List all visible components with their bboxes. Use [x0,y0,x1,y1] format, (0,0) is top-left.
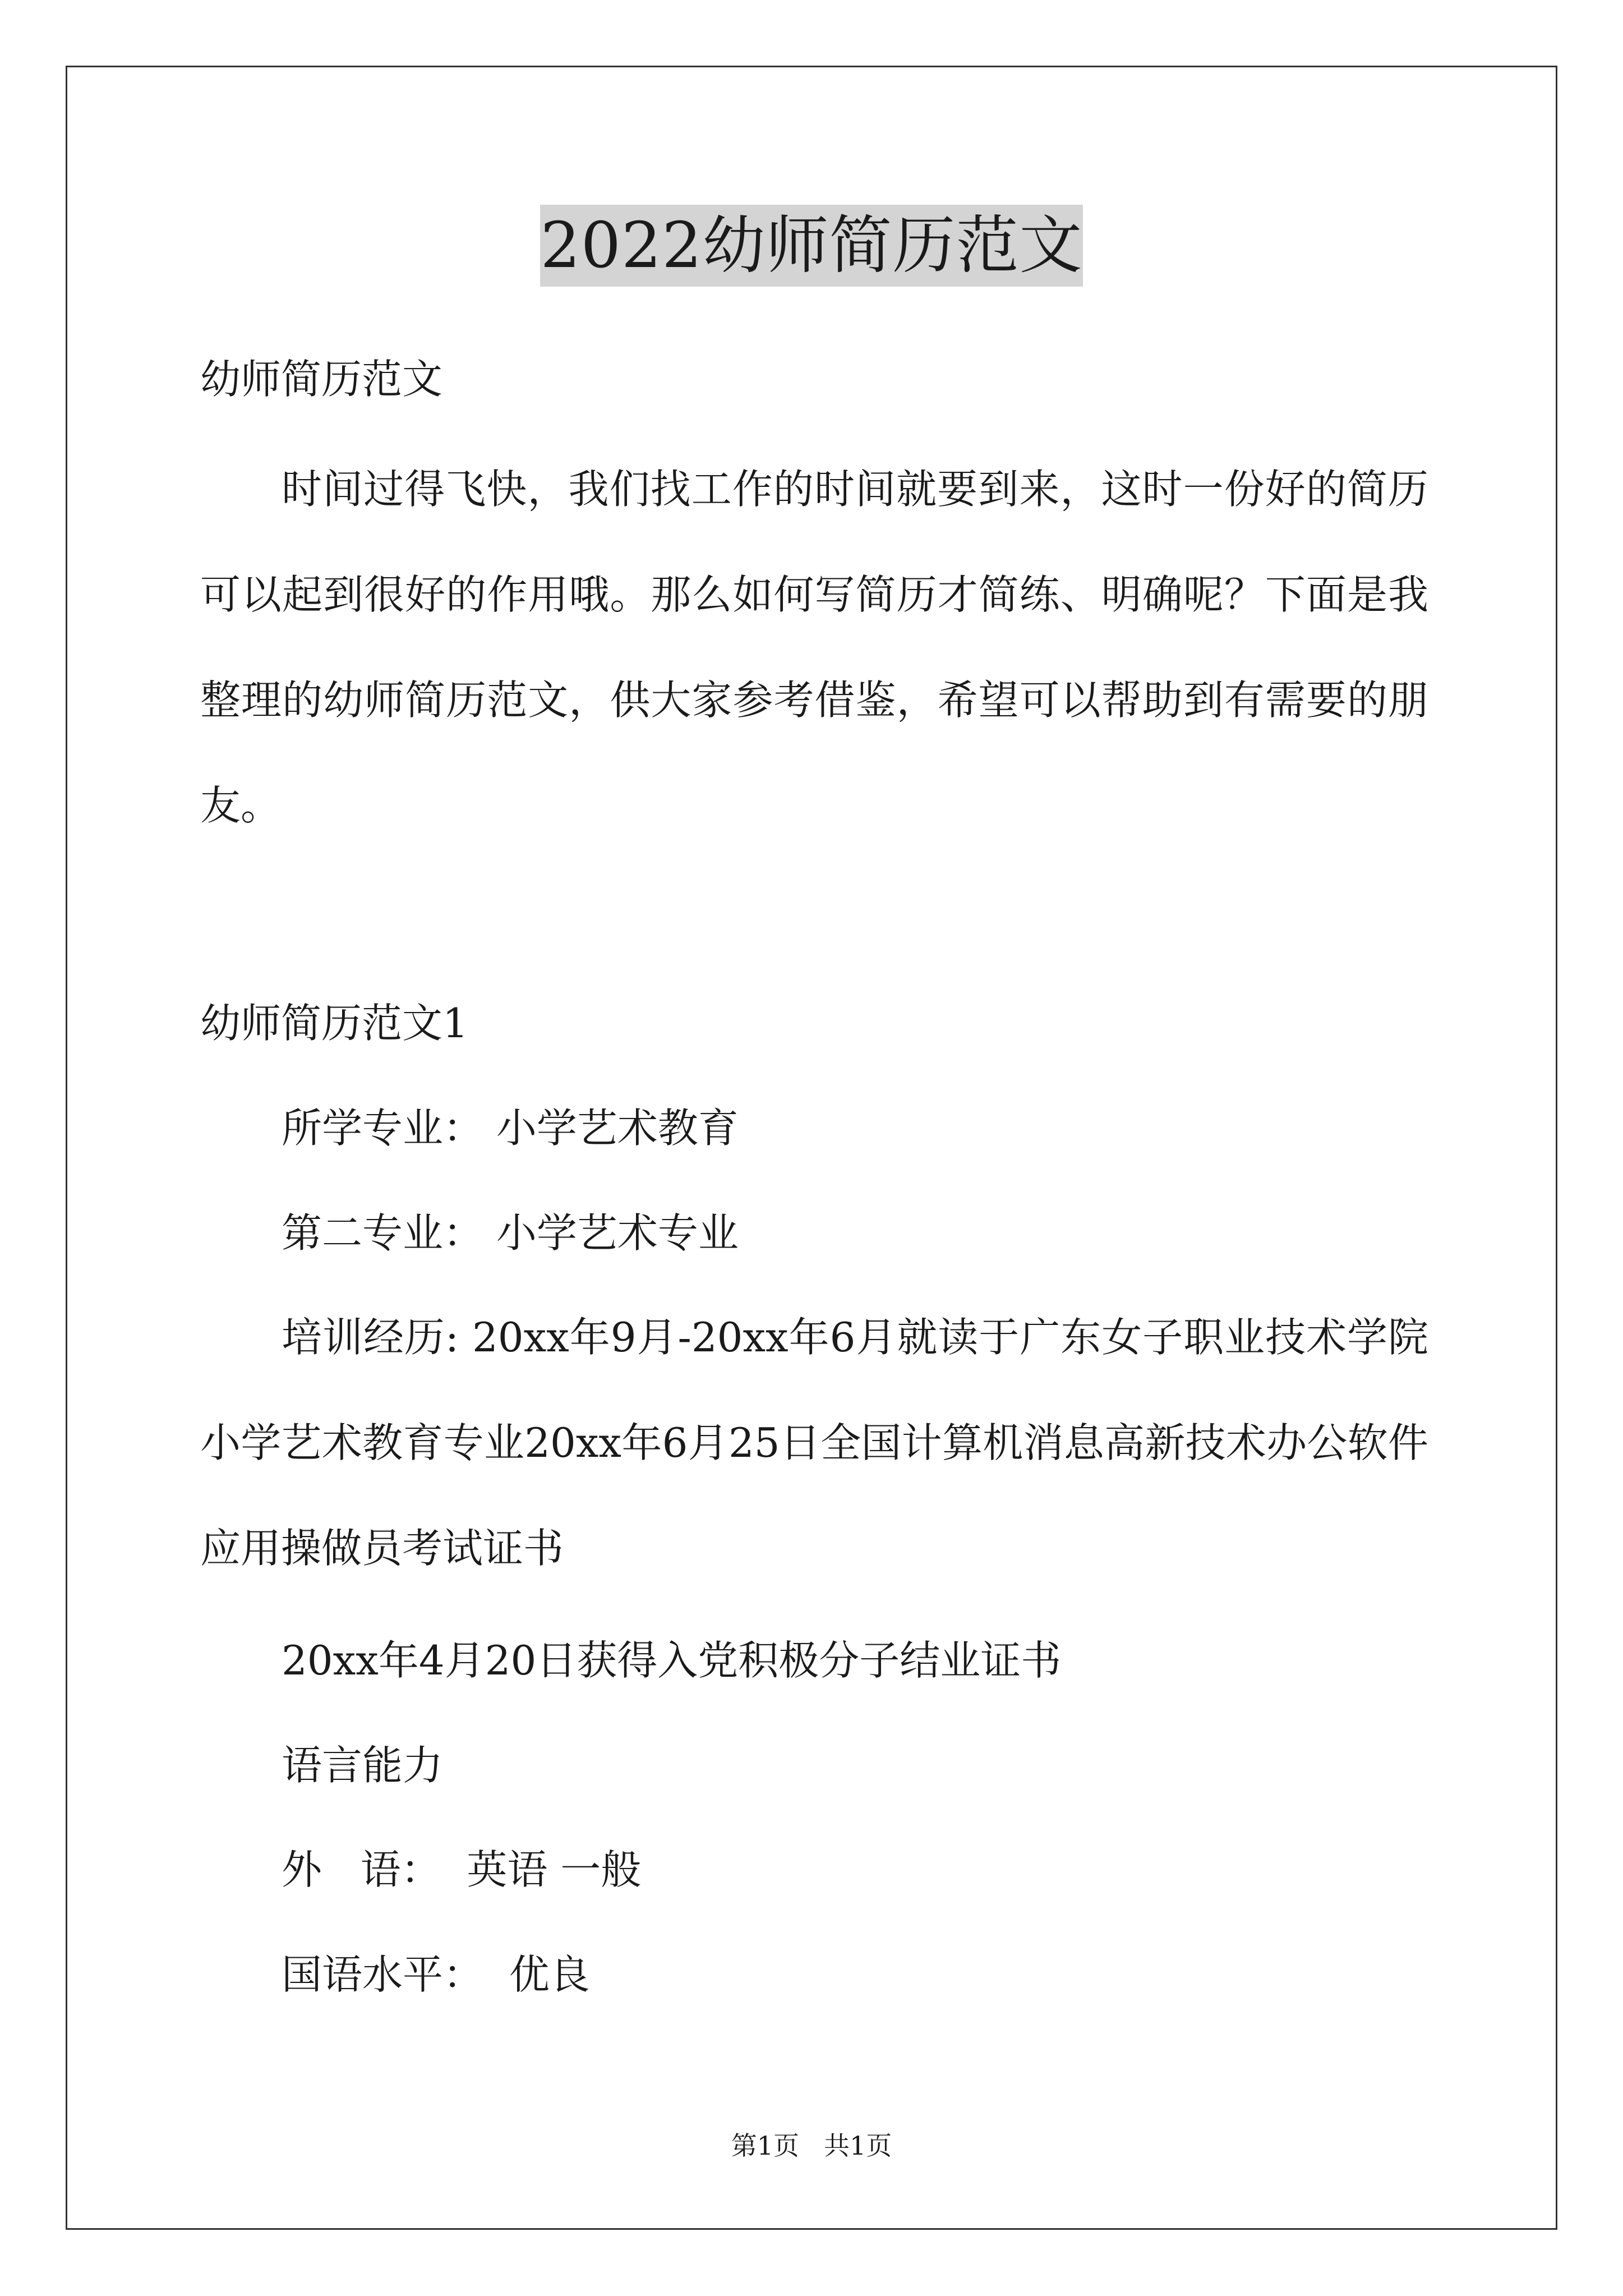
intro-paragraph: 时间过得飞快，我们找工作的时间就要到来，这时一份好的简历可以起到很好的作用哦。那么如何写简历才简练、明确呢？下面是我整理的幼师简历范文，供大家参考借鉴，希望可以帮助到有需要的朋友。 [200,466,1428,829]
mandarin-line: 国语水平： 优良 [282,1951,590,1998]
page-total: 共1页 [824,2131,892,2161]
second-major-line: 第二专业： 小学艺术专业 [282,1209,739,1257]
training-paragraph: 培训经历: 20xx年9月-20xx年6月就读于广东女子职业技术学院 小学艺术教育专业20xx年6月25日全国计算机消息高新技术办公软件应用操做员考试证书 [200,1314,1428,1572]
page-footer [0,2129,1623,2162]
section1-heading: 幼师简历范文1 [200,1000,468,1047]
language-ability-line: 语言能力 [282,1742,444,1789]
title-container [0,205,1623,287]
foreign-language-line: 外 语： 英语 一般 [282,1846,642,1893]
document-title: 2022幼师简历范文 [540,205,1082,287]
heading: 幼师简历范文 [200,356,443,403]
party-cert-line: 20xx年4月20日获得入党积极分子结业证书 [282,1637,1062,1684]
major-line: 所学专业： 小学艺术教育 [282,1105,739,1152]
page-number: 第1页 [731,2131,799,2161]
